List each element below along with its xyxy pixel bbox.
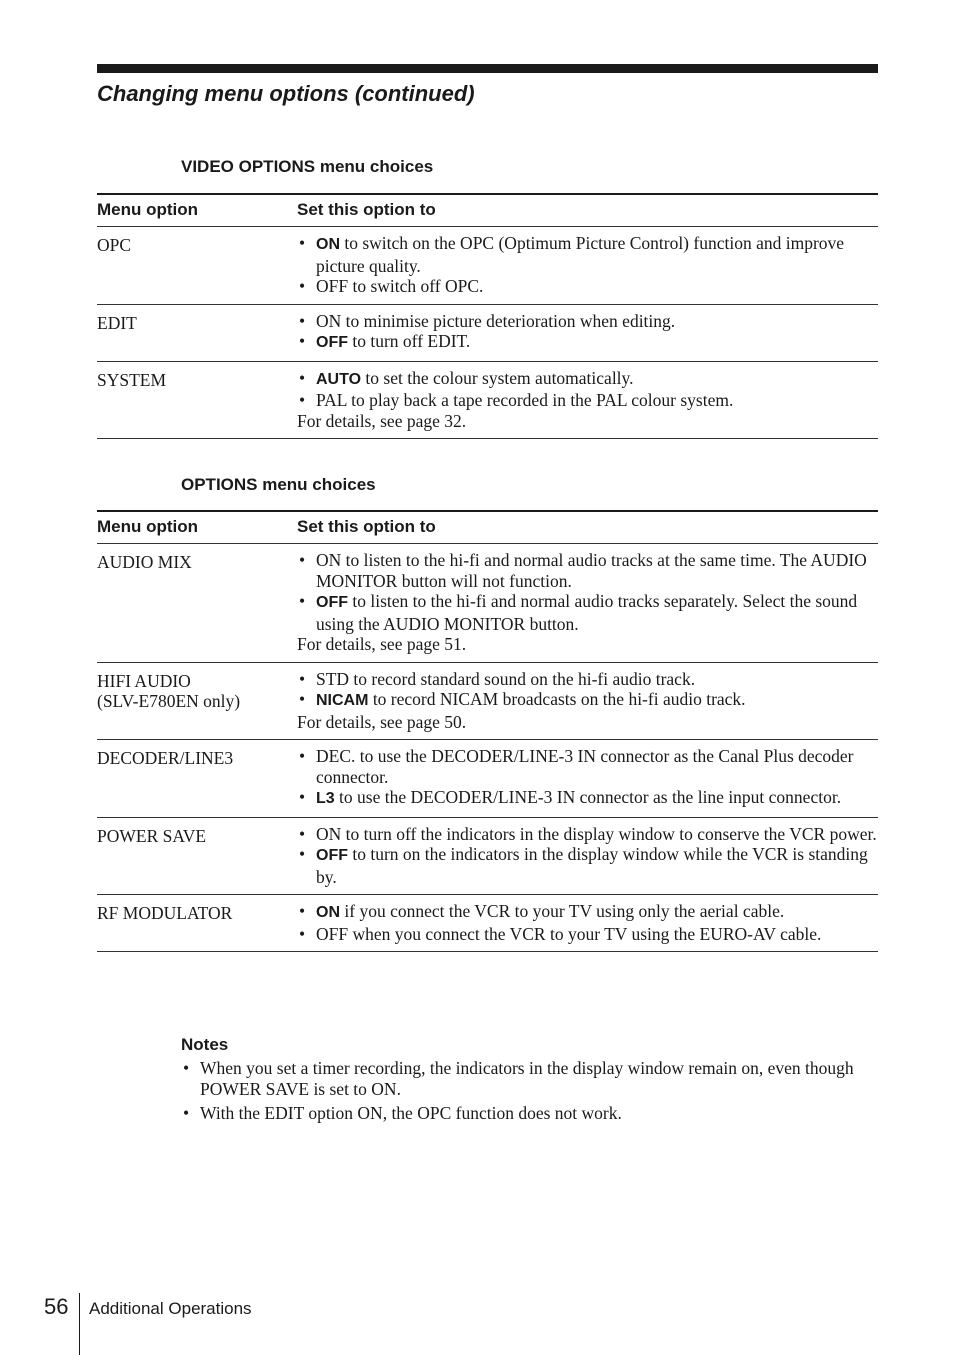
setting-keyword: ON	[316, 236, 340, 253]
menu-option-name: POWER SAVE	[97, 825, 207, 846]
menu-option-name: SYSTEM	[97, 369, 167, 390]
section-heading-video-options: VIDEO OPTIONS menu choices	[181, 157, 434, 176]
bullet-icon: •	[183, 1103, 190, 1123]
row-note: For details, see page 51.	[297, 634, 467, 654]
setting-list	[297, 824, 878, 888]
option-setting-cell	[297, 817, 878, 895]
setting-description: to turn off EDIT.	[348, 331, 471, 351]
footer-divider	[79, 1293, 80, 1355]
setting-keyword: AUTO	[316, 370, 362, 388]
setting-item	[297, 331, 878, 354]
menu-option-cell	[97, 895, 297, 952]
option-setting-cell	[297, 740, 878, 818]
row-note: For details, see page 50.	[297, 711, 467, 732]
setting-description: ON to minimise picture deterioration when editing.	[316, 310, 676, 331]
table-row	[97, 895, 878, 952]
setting-description: to record NICAM broadcasts on the hi-fi audio track.	[368, 689, 746, 709]
menu-option-name: RF MODULATOR	[97, 903, 233, 923]
setting-description: OFF when you connect the VCR to your TV using the EURO-AV cable.	[316, 923, 822, 944]
menu-option-cell	[97, 304, 297, 361]
setting-item	[297, 233, 878, 276]
setting-item	[297, 689, 878, 712]
setting-item	[297, 844, 878, 887]
setting-item	[297, 591, 878, 634]
setting-item	[297, 669, 878, 690]
note-text: With the EDIT option ON, the OPC function does not work.	[200, 1103, 622, 1123]
row-note: For details, see page 32.	[297, 410, 467, 431]
option-setting-cell	[297, 662, 878, 740]
setting-keyword: OFF	[316, 847, 348, 864]
setting-description: ON to listen to the hi-fi and normal audio tracks at the same time. The AUDIO MONITOR button will not function.	[316, 550, 867, 591]
setting-description: ON to turn off the indicators in the display window to conserve the VCR power.	[316, 823, 877, 844]
setting-list	[297, 901, 878, 944]
bullet-icon: •	[299, 233, 306, 253]
table-row	[97, 544, 878, 663]
setting-description: PAL to play back a tape recorded in the PAL colour system.	[316, 390, 734, 410]
bullet-icon: •	[299, 550, 306, 570]
setting-item	[297, 924, 878, 945]
menu-option-name: OPC	[97, 235, 132, 255]
bullet-icon: •	[299, 390, 306, 410]
bullet-icon: •	[299, 310, 306, 331]
setting-description: OFF to switch off OPC.	[316, 276, 484, 296]
video-options-table	[97, 193, 878, 439]
bullet-icon: •	[299, 668, 306, 689]
bullet-icon: •	[299, 276, 306, 296]
setting-item	[297, 824, 878, 845]
section-heading-options: OPTIONS menu choices	[181, 475, 376, 494]
note-item	[181, 1103, 871, 1124]
table-body	[97, 227, 878, 439]
note-item	[181, 1058, 871, 1100]
setting-item	[297, 746, 878, 787]
option-setting-cell	[297, 544, 878, 663]
option-setting-cell	[297, 227, 878, 305]
setting-item	[297, 390, 878, 411]
bullet-icon: •	[299, 787, 306, 807]
setting-keyword: OFF	[316, 334, 348, 351]
table-row	[97, 817, 878, 895]
table-row	[97, 304, 878, 361]
setting-item	[297, 550, 878, 591]
menu-option-cell	[97, 361, 297, 439]
setting-keyword: ON	[316, 904, 340, 921]
bullet-icon: •	[299, 746, 306, 766]
menu-option-cell	[97, 227, 297, 305]
menu-option-name: (SLV-E780EN only)	[97, 691, 241, 711]
setting-item	[297, 276, 878, 297]
option-setting-cell	[297, 304, 878, 361]
setting-description: to turn on the indicators in the display window while the VCR is standing by.	[316, 844, 868, 887]
menu-option-name: AUDIO MIX	[97, 552, 192, 572]
bullet-icon: •	[299, 823, 306, 844]
setting-list	[297, 368, 878, 411]
page-number: 56	[44, 1294, 69, 1319]
bullet-icon: •	[299, 901, 306, 921]
setting-item	[297, 311, 878, 332]
setting-list	[297, 233, 878, 297]
setting-description: to switch on the OPC (Optimum Picture Control) function and improve picture quality.	[316, 233, 845, 276]
setting-description: to use the DECODER/LINE-3 IN connector as the line input connector.	[334, 787, 842, 807]
options-table	[97, 510, 878, 952]
column-header-set-option: Set this option to	[297, 511, 878, 544]
menu-option-name: EDIT	[97, 312, 137, 333]
bullet-icon: •	[299, 591, 306, 611]
page-title: Changing menu options (continued)	[97, 81, 475, 106]
setting-keyword: L3	[316, 790, 335, 807]
table-row	[97, 227, 878, 305]
setting-description: to listen to the hi-fi and normal audio tracks separately. Select the sound using the AUDIO MONITOR button.	[316, 591, 858, 634]
setting-description: to set the colour system automatically.	[361, 367, 634, 388]
note-text: When you set a timer recording, the indicators in the display window remain on, even though POWER SAVE is set to ON.	[200, 1058, 854, 1099]
setting-keyword: OFF	[316, 594, 348, 611]
menu-option-name: DECODER/LINE3	[97, 748, 234, 768]
table-header-row	[97, 511, 878, 544]
table-header-row	[97, 194, 878, 227]
setting-description: DEC. to use the DECODER/LINE-3 IN connector as the Canal Plus decoder connector.	[316, 746, 854, 787]
option-setting-cell	[297, 361, 878, 439]
setting-description: STD to record standard sound on the hi-fi audio track.	[316, 668, 696, 689]
setting-list	[297, 746, 878, 810]
menu-option-cell	[97, 544, 297, 663]
setting-keyword: NICAM	[316, 692, 369, 709]
bullet-icon: •	[299, 923, 306, 944]
bullet-icon: •	[299, 331, 306, 351]
menu-option-name: HIFI AUDIO	[97, 670, 191, 691]
setting-item	[297, 787, 878, 810]
notes-list	[181, 1058, 871, 1127]
column-header-menu-option: Menu option	[97, 194, 297, 227]
table-row	[97, 361, 878, 439]
bullet-icon: •	[299, 367, 306, 388]
column-header-set-option: Set this option to	[297, 194, 878, 227]
bullet-icon: •	[299, 689, 306, 709]
setting-item	[297, 901, 878, 924]
menu-option-cell	[97, 817, 297, 895]
top-rule	[97, 64, 878, 73]
column-header-menu-option: Menu option	[97, 511, 297, 544]
setting-list	[297, 550, 878, 634]
bullet-icon: •	[183, 1058, 190, 1078]
option-setting-cell	[297, 895, 878, 952]
setting-list	[297, 311, 878, 354]
setting-list	[297, 669, 878, 712]
table-row	[97, 740, 878, 818]
bullet-icon: •	[299, 844, 306, 864]
table-body	[97, 544, 878, 952]
notes-heading: Notes	[181, 1035, 229, 1054]
setting-item	[297, 368, 878, 391]
setting-description: if you connect the VCR to your TV using only the aerial cable.	[340, 901, 785, 921]
menu-option-cell	[97, 662, 297, 740]
table-row	[97, 662, 878, 740]
menu-option-cell	[97, 740, 297, 818]
footer-section-label: Additional Operations	[89, 1299, 252, 1318]
